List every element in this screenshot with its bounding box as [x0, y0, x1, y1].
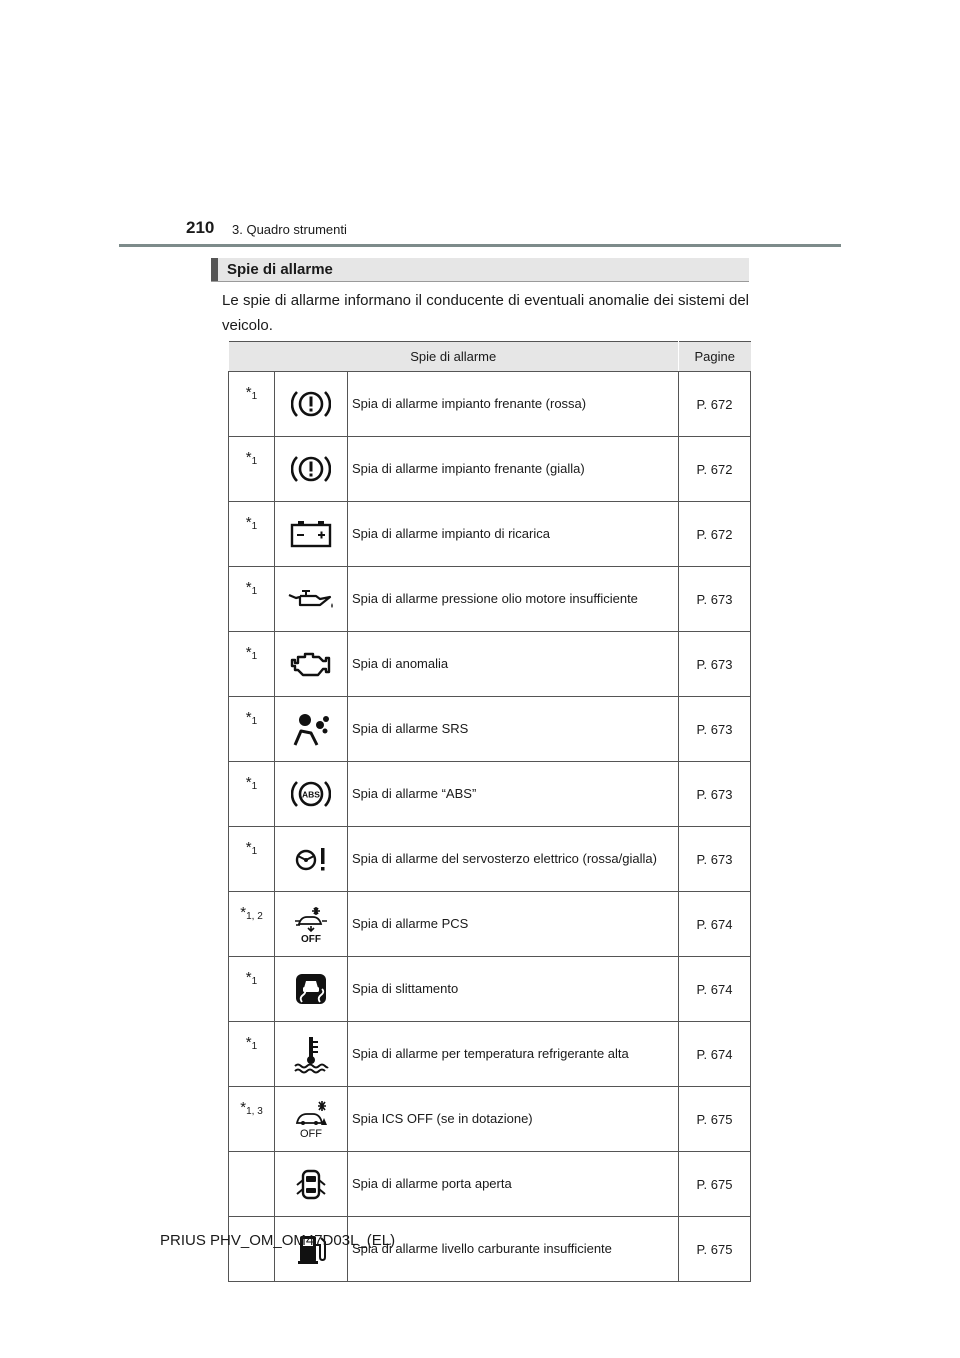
- page-reference: P. 672: [679, 372, 751, 437]
- engine-icon: [275, 632, 348, 697]
- page-reference: P. 673: [679, 827, 751, 892]
- light-description: Spia di allarme per temperatura refrigerante alta: [348, 1022, 679, 1087]
- coolant-temp-icon: [275, 1022, 348, 1087]
- light-description: Spia di allarme livello carburante insufficiente: [348, 1217, 679, 1282]
- header-warning-lights: Spie di allarme: [229, 342, 679, 372]
- page-reference: P. 674: [679, 957, 751, 1022]
- open-door-icon: [275, 1152, 348, 1217]
- page-number: 210: [186, 218, 215, 237]
- brake-warning-icon: [275, 372, 348, 437]
- table-row: [229, 1087, 751, 1152]
- footnote-marker: $*_{1, 3}$: [229, 1087, 275, 1152]
- page-reference: P. 674: [679, 892, 751, 957]
- light-description: Spia di allarme impianto frenante (gialla): [348, 437, 679, 502]
- light-description: Spia di allarme “ABS”: [348, 762, 679, 827]
- page-reference: P. 672: [679, 502, 751, 567]
- fuel-icon: [275, 1217, 348, 1282]
- table-row: [229, 567, 751, 632]
- intro-paragraph: Le spie di allarme informano il conducente di eventuali anomalie dei sistemi del veicolo.: [222, 292, 749, 334]
- footnote-marker: $*_1$: [229, 957, 275, 1022]
- page-reference: P. 675: [679, 1152, 751, 1217]
- svg-text:ABS: ABS: [302, 789, 320, 800]
- light-description: Spia di allarme SRS: [348, 697, 679, 762]
- footnote-marker: $*_1$: [229, 827, 275, 892]
- footnote-marker: [229, 1152, 275, 1217]
- light-description: Spia di allarme impianto di ricarica: [348, 502, 679, 567]
- light-description: Spia di allarme porta aperta: [348, 1152, 679, 1217]
- table-header-row: [229, 342, 751, 372]
- airbag-icon: [275, 697, 348, 762]
- footnote-marker: $*_1$: [229, 567, 275, 632]
- header-pages: Pagine: [679, 342, 751, 372]
- table-row: [229, 1152, 751, 1217]
- footnote-marker: $*_1$: [229, 372, 275, 437]
- table-row: [229, 502, 751, 567]
- light-description: Spia di allarme del servosterzo elettrico (rossa/gialla): [348, 827, 679, 892]
- page-reference: P. 675: [679, 1217, 751, 1282]
- table-row: [229, 437, 751, 502]
- steering-warning-icon: [275, 827, 348, 892]
- footnote-marker: [229, 1217, 275, 1282]
- footnote-marker: $*_1$: [229, 697, 275, 762]
- oil-can-icon: [275, 567, 348, 632]
- header-rule: [119, 244, 841, 247]
- light-description: Spia di allarme pressione olio motore insufficiente: [348, 567, 679, 632]
- page-reference: P. 673: [679, 697, 751, 762]
- footnote-marker: $*_{1, 2}$: [229, 892, 275, 957]
- table-row: [229, 1217, 751, 1282]
- light-description: Spia ICS OFF (se in dotazione): [348, 1087, 679, 1152]
- table-row: [229, 762, 751, 827]
- page-reference: P. 673: [679, 762, 751, 827]
- footnote-marker: $*_1$: [229, 762, 275, 827]
- light-description: Spia di slittamento: [348, 957, 679, 1022]
- page-reference: P. 672: [679, 437, 751, 502]
- footnote-marker: $*_1$: [229, 1022, 275, 1087]
- svg-text:OFF: OFF: [300, 1128, 322, 1139]
- page-reference: P. 675: [679, 1087, 751, 1152]
- svg-text:OFF: OFF: [301, 934, 321, 944]
- brake-warning-icon: [275, 437, 348, 502]
- table-row: [229, 372, 751, 437]
- table-row: [229, 892, 751, 957]
- table-row: [229, 632, 751, 697]
- abs-icon: [275, 762, 348, 827]
- table-row: [229, 827, 751, 892]
- footnote-marker: $*_1$: [229, 437, 275, 502]
- page-reference: P. 673: [679, 632, 751, 697]
- skid-icon: [275, 957, 348, 1022]
- chapter-title: 3. Quadro strumenti: [232, 222, 347, 237]
- warning-lights-table: [228, 341, 751, 1282]
- battery-icon: [275, 502, 348, 567]
- section-underline: [211, 281, 749, 282]
- light-description: Spia di anomalia: [348, 632, 679, 697]
- ics-off-icon: [275, 1087, 348, 1152]
- footnote-marker: $*_1$: [229, 502, 275, 567]
- table-row: [229, 697, 751, 762]
- footnote-marker: $*_1$: [229, 632, 275, 697]
- light-description: Spia di allarme impianto frenante (rossa): [348, 372, 679, 437]
- page-reference: P. 674: [679, 1022, 751, 1087]
- table-row: [229, 1022, 751, 1087]
- page-reference: P. 673: [679, 567, 751, 632]
- pcs-off-icon: [275, 892, 348, 957]
- table-row: [229, 957, 751, 1022]
- light-description: Spia di allarme PCS: [348, 892, 679, 957]
- document-code: PRIUS PHV_OM_OM47D03L_(EL): [160, 1232, 396, 1249]
- section-title: Spie di allarme: [211, 258, 749, 281]
